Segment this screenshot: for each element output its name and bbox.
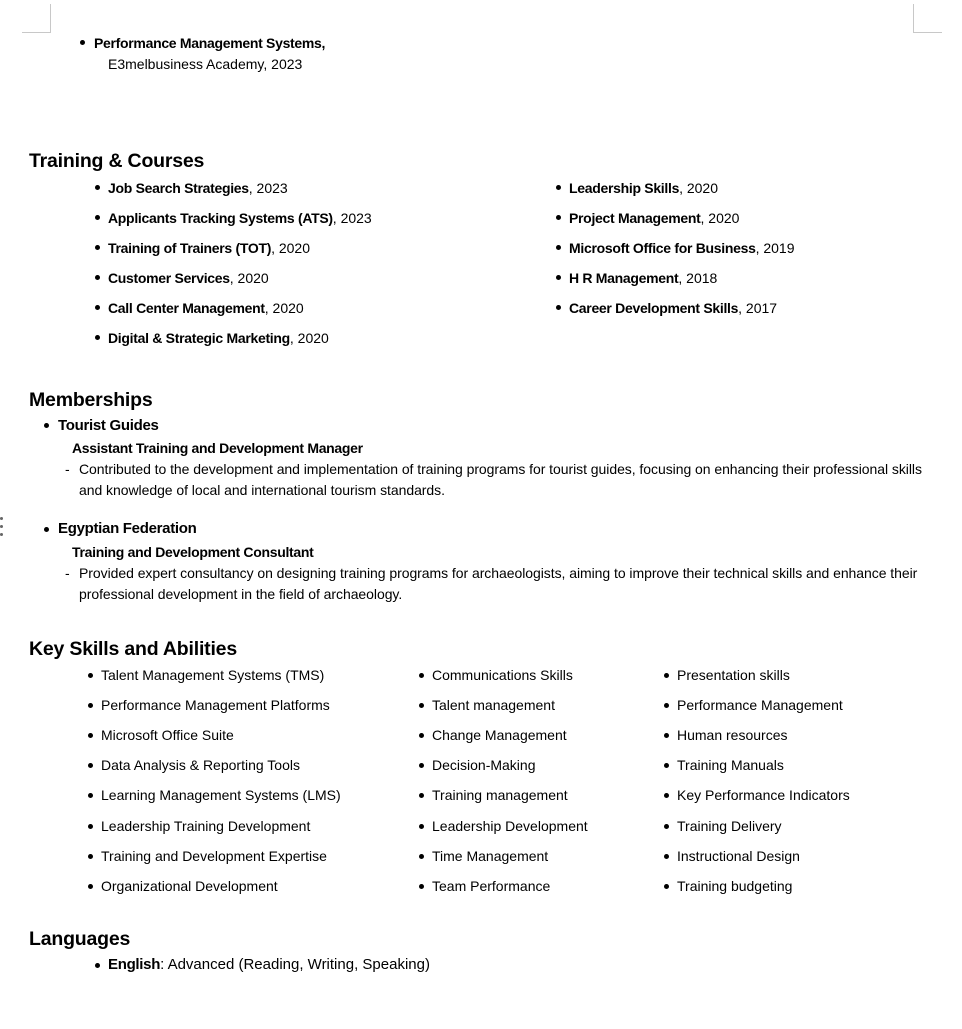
skill-item: Training Manuals [677,757,784,774]
course-item: Digital & Strategic Marketing, 2020 [108,330,329,346]
bullet-icon [664,824,669,829]
bullet-icon [88,673,93,678]
bullet-icon [44,527,49,532]
bullet-icon [88,733,93,738]
course-item: Leadership Skills, 2020 [569,180,718,196]
skill-item: Learning Management Systems (LMS) [101,787,341,804]
bullet-icon [664,703,669,708]
skill-item: Key Performance Indicators [677,787,850,804]
skills-heading: Key Skills and Abilities [29,638,237,660]
bullet-icon [664,884,669,889]
bullet-icon [88,763,93,768]
dash-marker: - [65,461,70,477]
course-item: Customer Services, 2020 [108,270,269,286]
bullet-icon [419,703,424,708]
language-item: English: Advanced (Reading, Writing, Speaking) [108,956,430,973]
course-item: Microsoft Office for Business, 2019 [569,240,795,256]
course-item: Training of Trainers (TOT), 2020 [108,240,311,256]
bullet-icon [556,185,561,190]
bullet-icon [664,854,669,859]
bullet-icon [95,305,100,310]
bullet-icon [556,275,561,280]
bullet-icon [664,673,669,678]
bullet-icon [88,824,93,829]
skill-item: Instructional Design [677,847,800,864]
membership-role: Training and Development Consultant [72,544,314,560]
bullet-icon [664,793,669,798]
training-heading: Training & Courses [29,150,205,172]
bullet-icon [419,673,424,678]
bullet-icon [44,423,49,428]
course-item: Call Center Management, 2020 [108,300,304,316]
course-item: Career Development Skills, 2017 [569,300,778,316]
bullet-icon [419,763,424,768]
skill-item: Microsoft Office Suite [101,727,234,744]
membership-org: Egyptian Federation [58,520,197,537]
top-item-title: Performance Management Systems, [94,35,326,51]
drag-handle-icon[interactable] [0,517,4,541]
skill-item: Change Management [432,727,567,744]
skill-item: Leadership Training Development [101,817,311,834]
top-item-detail: E3melbusiness Academy, 2023 [108,56,303,72]
course-item: H R Management, 2018 [569,270,718,286]
skill-item: Performance Management Platforms [101,697,330,714]
bullet-icon [88,793,93,798]
skill-item: Communications Skills [432,667,573,683]
course-item: Project Management, 2020 [569,210,740,226]
bullet-icon [419,854,424,859]
bullet-icon [95,275,100,280]
membership-org: Tourist Guides [58,417,159,434]
skill-item: Training and Development Expertise [101,847,327,864]
bullet-icon [95,245,100,250]
skill-item: Time Management [432,847,549,864]
membership-role: Assistant Training and Development Manager [72,440,363,456]
skill-item: Organizational Development [101,877,278,894]
skill-item: Talent Management Systems (TMS) [101,667,325,683]
bullet-icon [419,824,424,829]
membership-description: Provided expert consultancy on designing training programs for archaeologists, aiming to improve their technical skills and enhance their professional development in the field of archaeology. [79,565,918,602]
bullet-icon [664,733,669,738]
bullet-icon [88,854,93,859]
bullet-icon [88,884,93,889]
skill-item: Presentation skills [677,667,790,683]
bullet-icon [556,245,561,250]
bullet-icon [419,733,424,738]
bullet-icon [419,793,424,798]
bullet-icon [419,884,424,889]
skill-item: Training management [432,787,568,804]
membership-description: Contributed to the development and implementation of training programs for tourist guides, focusing on enhancing their professional skills and knowledge of local and international tourism standards. [79,461,922,498]
skill-item: Training budgeting [677,877,793,894]
skill-item: Talent management [432,697,555,714]
skill-item: Data Analysis & Reporting Tools [101,757,300,774]
bullet-icon [556,215,561,220]
memberships-heading: Memberships [29,389,153,411]
bullet-icon [664,763,669,768]
bullet-icon [95,335,100,340]
margin-corner-top-right [913,4,942,33]
bullet-icon [95,215,100,220]
bullet-icon [95,963,100,968]
skill-item: Leadership Development [432,817,588,834]
dash-marker: - [65,565,70,581]
skill-item: Performance Management [677,697,843,714]
languages-heading: Languages [29,928,131,950]
skill-item: Human resources [677,727,788,744]
course-item: Applicants Tracking Systems (ATS), 2023 [108,210,372,226]
margin-corner-top-left [22,4,51,33]
bullet-icon [80,40,85,45]
bullet-icon [95,185,100,190]
skill-item: Decision-Making [432,757,536,774]
bullet-icon [556,305,561,310]
skill-item: Team Performance [432,877,551,894]
course-item: Job Search Strategies, 2023 [108,180,288,196]
skill-item: Training Delivery [677,817,782,834]
bullet-icon [88,703,93,708]
